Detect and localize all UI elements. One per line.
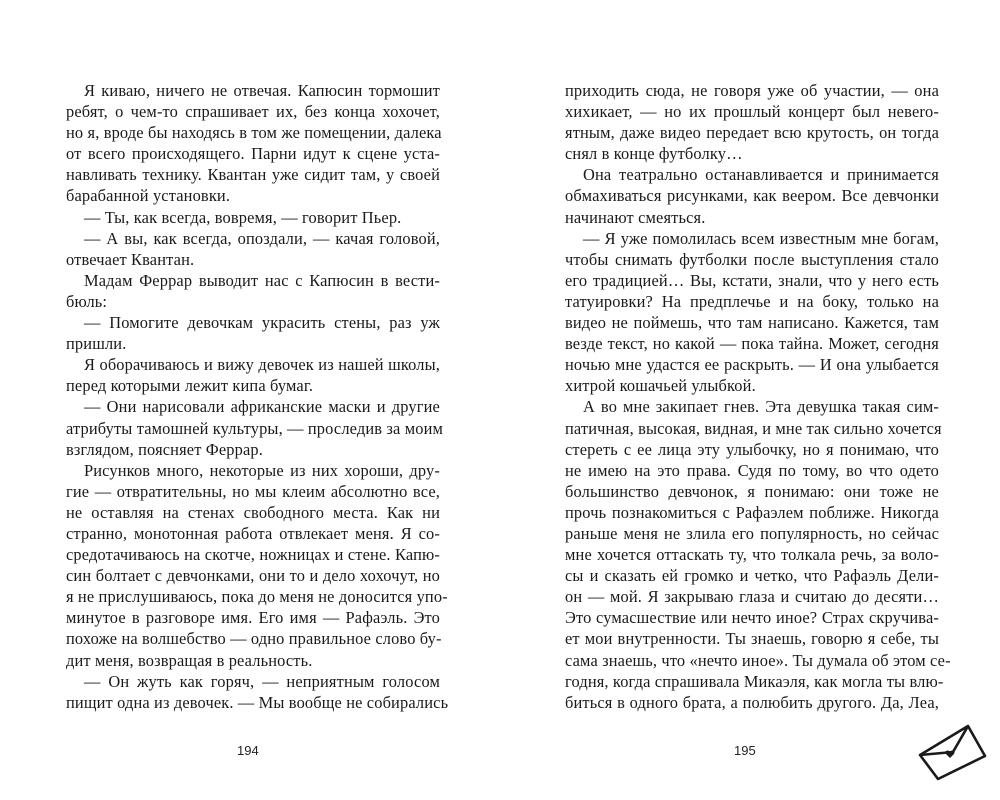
left-page-text	[66, 80, 449, 713]
text-line: годня, когда спрашивала Микаэля, как могла ты влю-	[565, 671, 944, 691]
text-line: он — мой. Я закрываю глаза и считаю до десяти…	[565, 587, 939, 607]
text-line: Она театрально останавливается и принимается	[583, 165, 939, 185]
text-line: стереть с ее лица эту улыбочку, но я понимаю, что	[565, 439, 939, 459]
text-line: — Ты, как всегда, вовремя, — говорит Пьер.	[84, 207, 402, 227]
right-page	[500, 0, 1000, 800]
text-line: син болтает с девчонками, они то и дело хохочут, но	[66, 566, 440, 586]
text-line: пришли.	[66, 334, 127, 354]
text-line: — Помогите девочкам украсить стены, раз уж	[84, 313, 440, 333]
text-line: везде текст, но какой — пока тайна. Может, сегодня	[565, 334, 939, 354]
text-line: перед которыми лежит кипа бумаг.	[66, 376, 314, 396]
text-line: хитрой кошачьей улыбкой.	[565, 376, 756, 396]
text-line: ночью мне удастся ее раскрыть. — И она улыбается	[565, 355, 939, 375]
text-line: барабанной установки.	[66, 186, 231, 206]
text-line: Это сумасшествие или нечто иное? Страх скручива-	[565, 608, 939, 628]
text-line: ятным, даже видео передает всю крутость, он тогда	[565, 123, 939, 143]
text-line: от всего происходящего. Парни идут к сцене уста-	[66, 144, 440, 164]
text-line: снял в конце футболку…	[565, 144, 743, 164]
text-line: — Он жуть как горяч, — неприятным голосом	[84, 671, 440, 691]
text-line: Мадам Феррар выводит нас с Капюсин в вести-	[84, 270, 440, 290]
text-line: навливать технику. Квантан уже сидит там, у своей	[66, 165, 440, 185]
text-line: большинство девчонок, я понимаю: они тоже не	[565, 481, 939, 501]
text-line: мне хочется оттаскать ту, что толкала речь, за воло-	[565, 545, 939, 565]
envelope-heart-icon	[916, 722, 988, 782]
text-line: Рисунков много, некоторые из них хороши, дру-	[84, 460, 440, 480]
text-line: я не прислушиваюсь, пока до меня не доносится упо-	[66, 587, 448, 607]
text-line: прочь познакомиться с Рафаэлем поближе. Никогда	[565, 502, 939, 522]
text-line: раньше меня не злила его популярность, но сейчас	[565, 523, 939, 543]
text-line: приходить сюда, не говоря уже об участии, — она	[565, 81, 939, 100]
text-line: начинают смеяться.	[565, 207, 706, 227]
text-line: не оставляя на стенах свободного места. Как ни	[66, 502, 440, 522]
text-line: дит меня, возвращая в реальность.	[66, 650, 313, 670]
text-line: чтобы снимать футболки после выступления стало	[565, 249, 939, 269]
text-line: А во мне закипает гнев. Эта девушка такая сим-	[583, 397, 939, 417]
text-line: средотачиваюсь на скотче, ножницах и стене. Капю-	[66, 545, 440, 565]
text-line: хихикает, — но их прошлый концерт был невero-	[565, 102, 939, 122]
text-line: взглядом, поясняет Феррар.	[66, 439, 264, 459]
text-line: патичная, высокая, видная, и мне так сильно хочется	[565, 418, 942, 438]
text-line: бюль:	[66, 291, 108, 311]
text-line: сы и сказать ей громко и четко, что Рафаэль Дели-	[565, 566, 939, 586]
text-line: татуировки? На предплечье и на боку, только на	[565, 291, 939, 311]
text-line: обмахиваться рисунками, как веером. Все девчонки	[565, 186, 939, 206]
text-line: похоже на волшебство — одно правильное слово бу-	[66, 629, 442, 649]
text-line: минутое в разговоре имя. Его имя — Рафаэль. Это	[66, 608, 440, 628]
text-line: странно, монотонная работа отвлекает меня. Я со-	[66, 523, 440, 543]
text-line: пищит одна из девочек. — Мы вообще не собирались	[66, 692, 449, 712]
text-line: отвечает Квантан.	[66, 249, 195, 269]
text-line: — Я уже помолилась всем известным мне богам,	[583, 228, 939, 248]
text-line: гие — отвратительны, но мы клеим абсолютно все,	[66, 481, 440, 501]
text-line: атрибуты тамошней культуры, — проследив за моим	[66, 418, 444, 438]
text-line: Я киваю, ничего не отвечая. Капюсин тормошит	[84, 81, 440, 100]
text-line: Я оборачиваюсь и вижу девочек из нашей школы,	[84, 355, 440, 375]
right-page-text	[565, 80, 951, 713]
text-line: видео не поймешь, что там написано. Кажется, там	[565, 313, 939, 333]
text-line: но я, вроде бы находясь в том же помещении, далека	[66, 123, 442, 143]
text-line: сама знаешь, что «нечто иное». Ты думала об этом се-	[565, 650, 951, 670]
text-line: ет мои внутренности. Ты знаешь, говорю я себе, ты	[565, 629, 939, 649]
text-line: — Они нарисовали африканские маски и другие	[84, 397, 440, 417]
text-line: биться в одного брата, а полюбить другого. Да, Леа,	[565, 692, 939, 712]
text-line: — А вы, как всегда, опоздали, — качая головой,	[84, 228, 440, 248]
text-line: его традицией… Вы, кстати, знали, что у него есть	[565, 270, 939, 290]
text-line: не имею на это права. Судя по тому, во что одето	[565, 460, 939, 480]
text-line: ребят, о чем-то спрашивает их, без конца хохочет,	[66, 102, 440, 122]
left-page-number: 194	[237, 743, 259, 758]
right-page-number: 195	[734, 743, 756, 758]
